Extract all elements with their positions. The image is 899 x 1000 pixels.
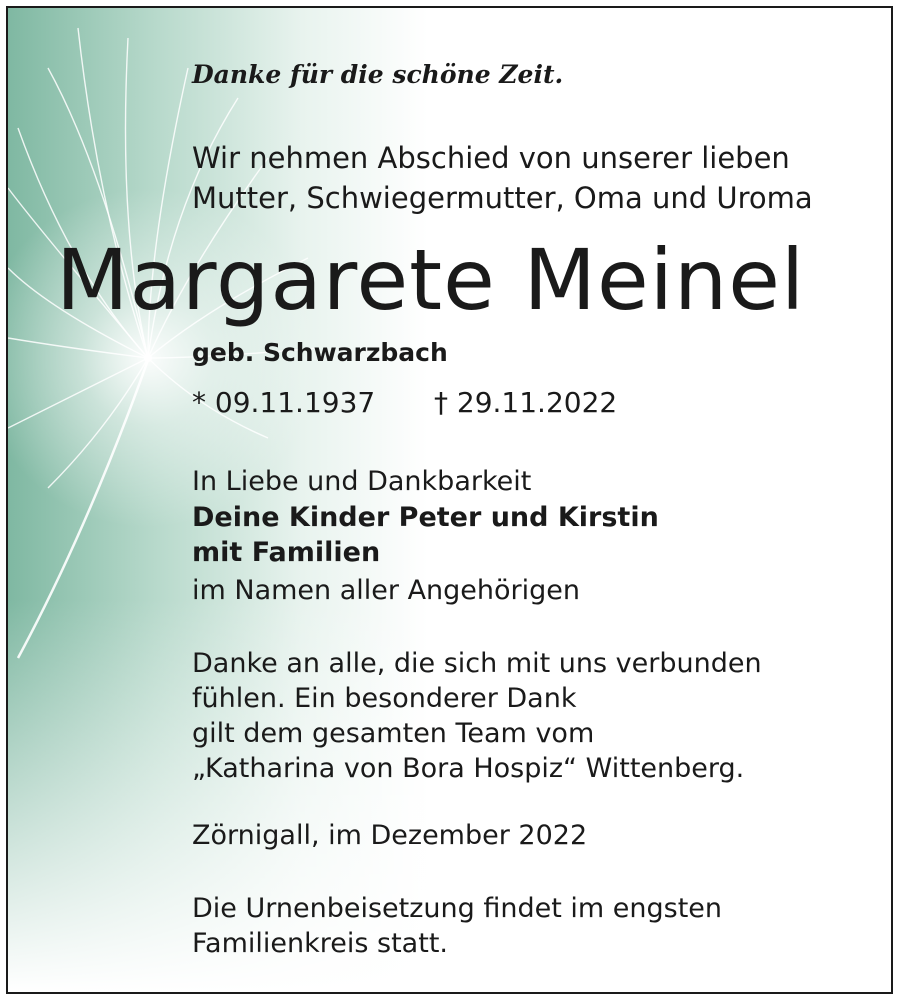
intro-text (192, 138, 813, 218)
motto: Danke für die schöne Zeit. (192, 60, 564, 89)
life-dates (192, 386, 618, 419)
family-line: Deine Kinder Peter und Kirstin (192, 502, 659, 533)
burial-note (192, 891, 722, 961)
burial-line: Die Urnenbeisetzung findet im engsten (192, 893, 723, 924)
place-date: Zörnigall, im Dezember 2022 (192, 820, 588, 851)
thanks-line: Danke an alle, die sich mit uns verbunden (192, 648, 762, 679)
family-line: mit Familien (192, 537, 381, 568)
thanks-line: gilt dem gesamten Team vom (192, 718, 595, 749)
deceased-name: Margarete Meinel (56, 231, 806, 329)
burial-line: Familienkreis statt. (192, 928, 448, 959)
intro-line: Mutter, Schwiegermutter, Oma und Uroma (192, 181, 813, 215)
thanks-text (192, 646, 762, 786)
on-behalf-text: im Namen aller Angehörigen (192, 575, 581, 606)
birth-date: * 09.11.1937 (192, 386, 376, 419)
obituary-notice (6, 6, 893, 994)
thanks-line: „Katharina von Bora Hospiz“ Wittenberg. (192, 753, 745, 784)
closing-phrase: In Liebe und Dankbarkeit (192, 466, 532, 497)
family-signature (192, 500, 659, 570)
thanks-line: fühlen. Ein besonderer Dank (192, 683, 577, 714)
maiden-name: geb. Schwarzbach (192, 338, 448, 367)
death-date: † 29.11.2022 (434, 386, 618, 419)
intro-line: Wir nehmen Abschied von unserer lieben (192, 141, 790, 175)
